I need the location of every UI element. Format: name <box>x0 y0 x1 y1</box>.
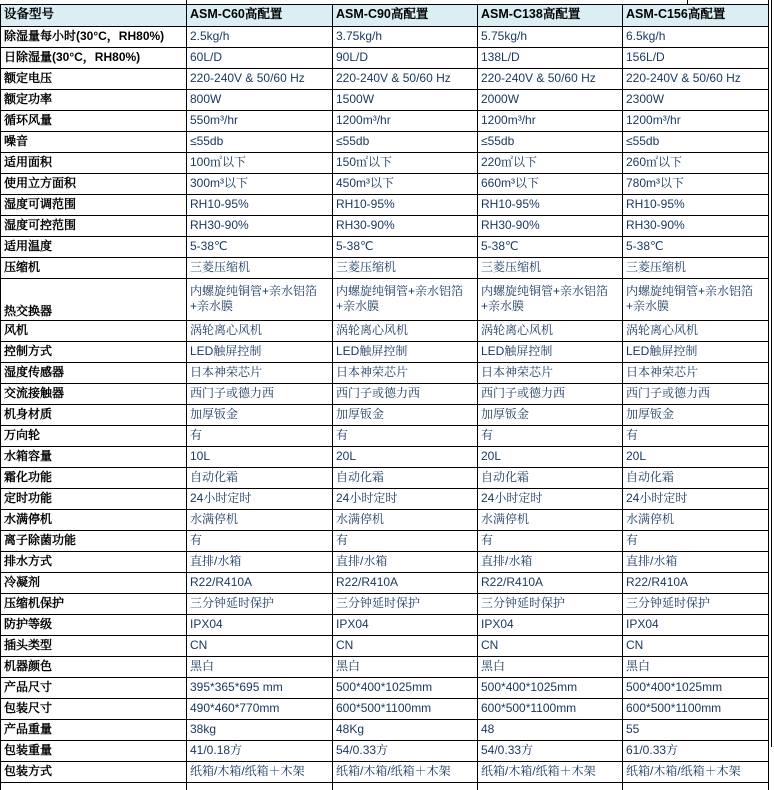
spec-cell: ≤55db <box>333 132 478 153</box>
row-label: 产品尺寸 <box>1 678 187 699</box>
spec-cell: 100㎡以下 <box>187 153 333 174</box>
spec-cell: 5-38℃ <box>333 237 478 258</box>
spec-cell: 24小时定时 <box>187 489 333 510</box>
spec-cell: 800W <box>187 90 333 111</box>
spec-table-body <box>1 5 769 783</box>
row-label: 热交换器 <box>1 279 187 321</box>
spec-cell: 1200m³/hr <box>623 111 769 132</box>
spec-cell: 黑白 <box>478 657 623 678</box>
spec-cell: CN <box>187 636 333 657</box>
spec-cell: 24小时定时 <box>333 489 478 510</box>
spec-cell: 水满停机 <box>623 510 769 531</box>
table-row <box>1 447 769 468</box>
spec-cell: 600*500*1100mm <box>333 699 478 720</box>
spec-cell: 涡轮离心风机 <box>478 321 623 342</box>
spec-cell: 有 <box>187 426 333 447</box>
table-row <box>1 636 769 657</box>
spec-cell: 日本神荣芯片 <box>187 363 333 384</box>
grid-tick <box>332 783 333 790</box>
spec-cell: 水满停机 <box>478 510 623 531</box>
row-label: 定时功能 <box>1 489 187 510</box>
spec-cell: 有 <box>623 426 769 447</box>
spec-cell: LED触屏控制 <box>187 342 333 363</box>
grid-tick <box>768 0 769 4</box>
spec-cell: 450m³以下 <box>333 174 478 195</box>
row-label: 防护等级 <box>1 615 187 636</box>
column-header: ASM-C90高配置 <box>333 5 478 27</box>
table-row <box>1 321 769 342</box>
spec-cell: LED触屏控制 <box>623 342 769 363</box>
row-label: 压缩机保护 <box>1 594 187 615</box>
table-row <box>1 762 769 783</box>
row-label: 交流接触器 <box>1 384 187 405</box>
table-row <box>1 405 769 426</box>
spec-cell: 三分钟延时保护 <box>478 594 623 615</box>
spec-cell: 直排/水箱 <box>623 552 769 573</box>
spec-cell: 日本神荣芯片 <box>478 363 623 384</box>
spec-cell: 500*400*1025mm <box>478 678 623 699</box>
header-row <box>1 5 769 27</box>
spec-cell: 90L/D <box>333 48 478 69</box>
spec-cell: 600*500*1100mm <box>478 699 623 720</box>
table-row <box>1 657 769 678</box>
spec-cell: 三菱压缩机 <box>187 258 333 279</box>
row-label: 适用温度 <box>1 237 187 258</box>
spec-cell: 1200m³/hr <box>333 111 478 132</box>
spec-cell: 220-240V & 50/60 Hz <box>333 69 478 90</box>
spec-cell: 有 <box>478 531 623 552</box>
row-label: 万向轮 <box>1 426 187 447</box>
spec-cell: RH10-95% <box>623 195 769 216</box>
row-label: 风机 <box>1 321 187 342</box>
spec-cell: 西门子或德力西 <box>478 384 623 405</box>
table-row <box>1 426 769 447</box>
spec-cell: 内螺旋纯铜管+亲水铝箔+亲水膜 <box>187 279 333 321</box>
partial-row-above <box>0 0 774 4</box>
table-row <box>1 594 769 615</box>
row-label: 包装方式 <box>1 762 187 783</box>
spec-cell: 加厚钣金 <box>478 405 623 426</box>
spec-cell: 220-240V & 50/60 Hz <box>623 69 769 90</box>
spec-cell: 纸箱/木箱/纸箱＋木架 <box>478 762 623 783</box>
spec-cell: 纸箱/木箱/纸箱＋木架 <box>333 762 478 783</box>
spec-cell: 490*460*770mm <box>187 699 333 720</box>
spec-cell: 1500W <box>333 90 478 111</box>
spec-cell: 5.75kg/h <box>478 27 623 48</box>
spec-cell: 38kg <box>187 720 333 741</box>
spec-cell: 20L <box>333 447 478 468</box>
spec-cell: ≤55db <box>187 132 333 153</box>
spec-cell: 220-240V & 50/60 Hz <box>187 69 333 90</box>
spec-cell: 三菱压缩机 <box>478 258 623 279</box>
spec-cell: 61/0.33方 <box>623 741 769 762</box>
spec-cell: 自动化霜 <box>478 468 623 489</box>
spec-cell: 自动化霜 <box>333 468 478 489</box>
spec-cell: RH30-90% <box>333 216 478 237</box>
spec-cell: 水满停机 <box>187 510 333 531</box>
row-label: 插头类型 <box>1 636 187 657</box>
spec-cell: 三分钟延时保护 <box>187 594 333 615</box>
spec-cell: 西门子或德力西 <box>187 384 333 405</box>
row-label: 额定功率 <box>1 90 187 111</box>
spec-cell: 660m³以下 <box>478 174 623 195</box>
spec-cell: RH30-90% <box>187 216 333 237</box>
spec-cell: 三菱压缩机 <box>623 258 769 279</box>
spec-cell: 3.75kg/h <box>333 27 478 48</box>
column-header: ASM-C156高配置 <box>623 5 769 27</box>
row-label: 机身材质 <box>1 405 187 426</box>
row-label: 包装重量 <box>1 741 187 762</box>
grid-tick <box>0 783 1 790</box>
spec-cell: 5-38℃ <box>187 237 333 258</box>
table-row <box>1 48 769 69</box>
spec-table <box>0 4 769 783</box>
spec-cell: 有 <box>623 531 769 552</box>
spec-cell: 西门子或德力西 <box>623 384 769 405</box>
spec-cell: 220-240V & 50/60 Hz <box>478 69 623 90</box>
row-label: 日除湿量(30°C，RH80%) <box>1 48 187 69</box>
spec-cell: 2000W <box>478 90 623 111</box>
spec-cell: 500*400*1025mm <box>623 678 769 699</box>
spec-cell: R22/R410A <box>478 573 623 594</box>
spec-cell: R22/R410A <box>333 573 478 594</box>
spec-cell: 有 <box>478 426 623 447</box>
spec-cell: 涡轮离心风机 <box>333 321 478 342</box>
spec-cell: 780m³以下 <box>623 174 769 195</box>
spec-cell: LED触屏控制 <box>478 342 623 363</box>
table-row <box>1 489 769 510</box>
table-row <box>1 699 769 720</box>
spec-cell: 自动化霜 <box>623 468 769 489</box>
table-row <box>1 531 769 552</box>
column-header: ASM-C60高配置 <box>187 5 333 27</box>
table-row <box>1 552 769 573</box>
spec-cell: RH10-95% <box>333 195 478 216</box>
spec-cell: 黑白 <box>333 657 478 678</box>
row-label: 除湿量每小时(30°C，RH80%) <box>1 27 187 48</box>
grid-tick <box>768 783 769 790</box>
spec-cell: 48Kg <box>333 720 478 741</box>
spec-cell: 2.5kg/h <box>187 27 333 48</box>
spec-cell: IPX04 <box>187 615 333 636</box>
grid-tick <box>186 783 187 790</box>
row-label: 压缩机 <box>1 258 187 279</box>
row-label: 包装尺寸 <box>1 699 187 720</box>
spec-cell: 6.5kg/h <box>623 27 769 48</box>
row-label: 机器颜色 <box>1 657 187 678</box>
spec-cell: 日本神荣芯片 <box>333 363 478 384</box>
table-row <box>1 174 769 195</box>
spec-cell: 1200m³/hr <box>478 111 623 132</box>
spec-cell: 纸箱/木箱/纸箱＋木架 <box>623 762 769 783</box>
spec-cell: 三分钟延时保护 <box>623 594 769 615</box>
spec-cell: 三菱压缩机 <box>333 258 478 279</box>
spec-cell: 550m³/hr <box>187 111 333 132</box>
table-row <box>1 573 769 594</box>
spec-cell: R22/R410A <box>623 573 769 594</box>
grid-tick <box>687 0 688 4</box>
table-row <box>1 678 769 699</box>
spec-cell: 直排/水箱 <box>187 552 333 573</box>
table-row <box>1 342 769 363</box>
row-label: 产品重量 <box>1 720 187 741</box>
spec-cell: 西门子或德力西 <box>333 384 478 405</box>
column-header: ASM-C138高配置 <box>478 5 623 27</box>
row-label: 额定电压 <box>1 69 187 90</box>
spec-cell: RH10-95% <box>478 195 623 216</box>
table-row <box>1 510 769 531</box>
grid-tick <box>622 783 623 790</box>
table-row <box>1 69 769 90</box>
row-label: 排水方式 <box>1 552 187 573</box>
table-row <box>1 384 769 405</box>
table-row <box>1 195 769 216</box>
spec-cell: 54/0.33方 <box>333 741 478 762</box>
row-label: 离子除菌功能 <box>1 531 187 552</box>
spec-cell: 24小时定时 <box>478 489 623 510</box>
spec-cell: 加厚钣金 <box>623 405 769 426</box>
row-label: 湿度传感器 <box>1 363 187 384</box>
table-row <box>1 363 769 384</box>
spec-cell: 直排/水箱 <box>333 552 478 573</box>
spec-cell: 54/0.33方 <box>478 741 623 762</box>
spec-cell: 自动化霜 <box>187 468 333 489</box>
spec-cell: 日本神荣芯片 <box>623 363 769 384</box>
grid-tick <box>186 0 187 4</box>
spec-cell: RH30-90% <box>623 216 769 237</box>
table-row <box>1 153 769 174</box>
row-label: 霜化功能 <box>1 468 187 489</box>
spec-cell: 500*400*1025mm <box>333 678 478 699</box>
spec-cell: 20L <box>623 447 769 468</box>
spec-cell: 20L <box>478 447 623 468</box>
spec-cell: 48 <box>478 720 623 741</box>
spec-cell: 黑白 <box>623 657 769 678</box>
table-row <box>1 111 769 132</box>
spec-cell: 300m³以下 <box>187 174 333 195</box>
spec-cell: ≤55db <box>478 132 623 153</box>
spec-cell: RH30-90% <box>478 216 623 237</box>
spec-cell: 5-38℃ <box>478 237 623 258</box>
spec-cell: CN <box>623 636 769 657</box>
row-label: 使用立方面积 <box>1 174 187 195</box>
partial-row-below <box>0 783 774 790</box>
spec-cell: 156L/D <box>623 48 769 69</box>
spec-cell: 涡轮离心风机 <box>623 321 769 342</box>
table-row <box>1 90 769 111</box>
spec-cell: 纸箱/木箱/纸箱＋木架 <box>187 762 333 783</box>
spec-cell: ≤55db <box>623 132 769 153</box>
spec-cell: 涡轮离心风机 <box>187 321 333 342</box>
table-row <box>1 27 769 48</box>
spec-cell: 395*365*695 mm <box>187 678 333 699</box>
spec-cell: IPX04 <box>333 615 478 636</box>
spec-cell: 55 <box>623 720 769 741</box>
spec-cell: 有 <box>333 426 478 447</box>
table-row <box>1 237 769 258</box>
spec-cell: 加厚钣金 <box>333 405 478 426</box>
spec-cell: 水满停机 <box>333 510 478 531</box>
spec-cell: IPX04 <box>623 615 769 636</box>
spec-cell: 三分钟延时保护 <box>333 594 478 615</box>
table-row <box>1 615 769 636</box>
row-label: 水箱容量 <box>1 447 187 468</box>
row-label-header: 设备型号 <box>1 5 187 27</box>
row-label: 水满停机 <box>1 510 187 531</box>
spec-cell: 5-38℃ <box>623 237 769 258</box>
spec-cell: 150㎡以下 <box>333 153 478 174</box>
row-label: 适用面积 <box>1 153 187 174</box>
spec-cell: 加厚钣金 <box>187 405 333 426</box>
spec-cell: 10L <box>187 447 333 468</box>
spec-cell: IPX04 <box>478 615 623 636</box>
spec-cell: 24小时定时 <box>623 489 769 510</box>
spec-cell: 41/0.18方 <box>187 741 333 762</box>
table-row <box>1 258 769 279</box>
row-label: 湿度可控范围 <box>1 216 187 237</box>
row-label: 湿度可调范围 <box>1 195 187 216</box>
spec-cell: 有 <box>333 531 478 552</box>
row-label: 噪音 <box>1 132 187 153</box>
spec-cell: 有 <box>187 531 333 552</box>
spec-cell: R22/R410A <box>187 573 333 594</box>
spec-cell: CN <box>333 636 478 657</box>
spec-cell: 内螺旋纯铜管+亲水铝箔+亲水膜 <box>333 279 478 321</box>
table-row <box>1 216 769 237</box>
spec-cell: 600*500*1100mm <box>623 699 769 720</box>
outer-grid-line <box>771 0 772 747</box>
spec-cell: LED触屏控制 <box>333 342 478 363</box>
spec-cell: 内螺旋纯铜管+亲水铝箔+亲水膜 <box>478 279 623 321</box>
row-label: 控制方式 <box>1 342 187 363</box>
spec-cell: 内螺旋纯铜管+亲水铝箔+亲水膜 <box>623 279 769 321</box>
table-row <box>1 720 769 741</box>
spec-cell: 2300W <box>623 90 769 111</box>
row-label: 冷凝剂 <box>1 573 187 594</box>
row-label: 循环风量 <box>1 111 187 132</box>
spec-cell: RH10-95% <box>187 195 333 216</box>
spec-cell: 220㎡以下 <box>478 153 623 174</box>
spec-cell: 138L/D <box>478 48 623 69</box>
table-row <box>1 741 769 762</box>
table-row <box>1 279 769 321</box>
grid-tick <box>477 783 478 790</box>
spec-cell: 直排/水箱 <box>478 552 623 573</box>
spec-cell: 260㎡以下 <box>623 153 769 174</box>
spec-cell: 60L/D <box>187 48 333 69</box>
spec-cell: CN <box>478 636 623 657</box>
table-row <box>1 468 769 489</box>
table-row <box>1 132 769 153</box>
spec-cell: 黑白 <box>187 657 333 678</box>
